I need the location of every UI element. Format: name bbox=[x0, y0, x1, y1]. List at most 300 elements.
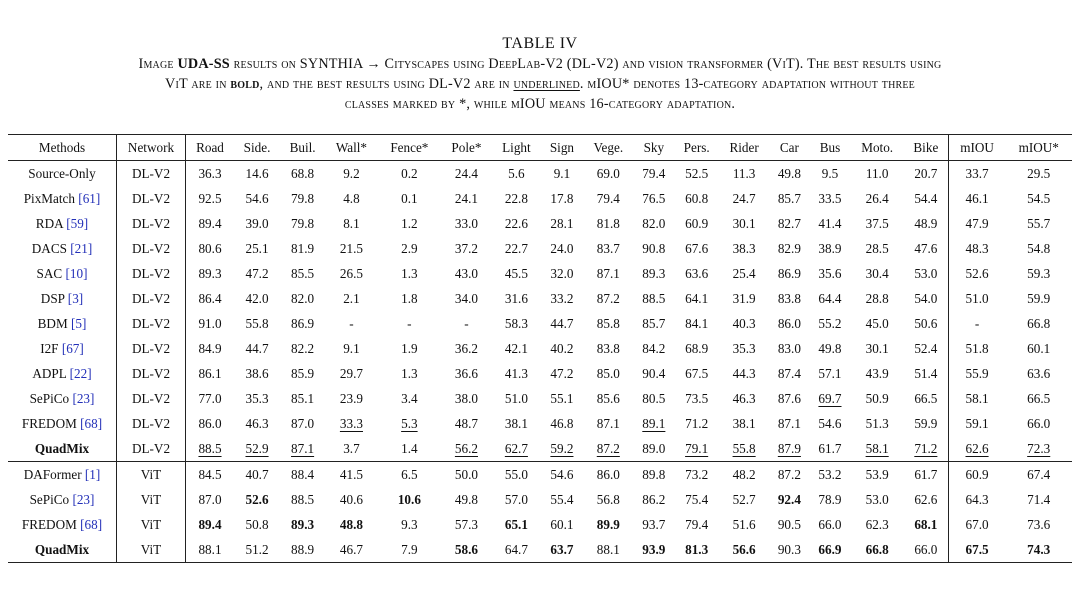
method-cell bbox=[8, 286, 117, 311]
value-text: 55.1 bbox=[550, 390, 574, 406]
value-cell bbox=[325, 211, 378, 236]
value-text: 84.9 bbox=[198, 340, 222, 356]
method-name: FREDOM bbox=[21, 516, 77, 532]
value-text: 87.4 bbox=[777, 365, 801, 381]
value-cell bbox=[850, 211, 904, 236]
value-cell bbox=[378, 462, 441, 488]
value-text: 51.6 bbox=[732, 516, 756, 532]
network-cell: DL-V2 bbox=[117, 186, 186, 211]
value-text: 66.9 bbox=[818, 541, 842, 557]
citation-link[interactable]: [22] bbox=[69, 365, 92, 381]
value-text: 28.8 bbox=[865, 290, 889, 306]
value-cell bbox=[441, 386, 492, 411]
value-text: 79.4 bbox=[642, 165, 666, 181]
caption-line-3: classes marked by *, while mIOU means 16-category adaptation. bbox=[344, 96, 736, 112]
value-text: 52.4 bbox=[914, 340, 938, 356]
value-cell bbox=[280, 211, 325, 236]
table-row bbox=[8, 361, 1072, 386]
method-cell bbox=[8, 236, 117, 261]
value-text: 11.0 bbox=[865, 165, 889, 181]
value-cell bbox=[492, 236, 541, 261]
method-name: ADPL bbox=[32, 365, 67, 381]
value-text: 46.3 bbox=[245, 415, 269, 431]
value-text: 56.2 bbox=[454, 440, 478, 456]
value-text: 38.1 bbox=[504, 415, 528, 431]
value-text: 45.5 bbox=[504, 265, 528, 281]
value-cell bbox=[904, 161, 948, 187]
method-cell bbox=[8, 386, 117, 411]
value-text: 52.7 bbox=[732, 491, 756, 507]
value-text: 79.8 bbox=[291, 190, 315, 206]
value-cell bbox=[186, 487, 234, 512]
value-text: 59.3 bbox=[1027, 265, 1051, 281]
value-cell bbox=[1005, 361, 1072, 386]
value-cell bbox=[234, 512, 280, 537]
network-cell: DL-V2 bbox=[117, 361, 186, 386]
value-text: 51.8 bbox=[965, 340, 989, 356]
value-cell bbox=[541, 186, 583, 211]
citation-link[interactable]: [21] bbox=[70, 240, 93, 256]
table-body bbox=[8, 161, 1072, 563]
value-text: 33.0 bbox=[454, 215, 478, 231]
value-cell bbox=[674, 311, 719, 336]
citation-link[interactable]: [61] bbox=[78, 190, 101, 206]
citation-link[interactable]: [1] bbox=[84, 466, 101, 482]
citation-link[interactable]: [23] bbox=[72, 491, 95, 507]
value-text: 85.0 bbox=[596, 365, 620, 381]
value-text: 87.2 bbox=[777, 466, 801, 482]
value-cell bbox=[634, 311, 675, 336]
table-row bbox=[8, 186, 1072, 211]
value-text: 33.5 bbox=[818, 190, 842, 206]
value-text: 56.6 bbox=[732, 541, 756, 557]
value-text: 90.8 bbox=[642, 240, 666, 256]
value-cell bbox=[634, 186, 675, 211]
value-cell bbox=[280, 311, 325, 336]
value-text: 41.4 bbox=[818, 215, 842, 231]
value-text: 86.2 bbox=[642, 491, 666, 507]
value-cell bbox=[583, 161, 633, 187]
value-cell bbox=[541, 436, 583, 462]
value-cell bbox=[674, 487, 719, 512]
method-cell bbox=[8, 487, 117, 512]
value-cell bbox=[904, 336, 948, 361]
value-cell bbox=[186, 462, 234, 488]
value-text: 47.2 bbox=[550, 365, 574, 381]
value-cell bbox=[583, 286, 633, 311]
value-cell bbox=[719, 211, 769, 236]
value-cell bbox=[810, 436, 851, 462]
value-cell bbox=[1005, 236, 1072, 261]
method-cell bbox=[8, 311, 117, 336]
value-text: 35.6 bbox=[818, 265, 842, 281]
value-cell bbox=[541, 512, 583, 537]
value-cell bbox=[1005, 286, 1072, 311]
method-name: QuadMix bbox=[34, 440, 90, 456]
value-text: 80.5 bbox=[642, 390, 666, 406]
value-text: 58.6 bbox=[454, 541, 478, 557]
value-text: 42.0 bbox=[245, 290, 269, 306]
value-text: 59.2 bbox=[550, 440, 574, 456]
column-header: Rider bbox=[719, 135, 769, 161]
value-cell bbox=[810, 236, 851, 261]
value-cell bbox=[234, 161, 280, 187]
value-cell bbox=[904, 361, 948, 386]
value-text: 71.2 bbox=[914, 440, 938, 456]
table-row bbox=[8, 161, 1072, 187]
method-cell bbox=[8, 211, 117, 236]
value-cell bbox=[810, 462, 851, 488]
value-text: 47.9 bbox=[965, 215, 989, 231]
value-cell bbox=[634, 386, 675, 411]
value-text: 87.2 bbox=[596, 290, 620, 306]
value-text: 49.8 bbox=[777, 165, 801, 181]
value-text: 35.3 bbox=[245, 390, 269, 406]
value-cell bbox=[769, 487, 810, 512]
value-text: 38.9 bbox=[818, 240, 842, 256]
value-cell bbox=[904, 462, 948, 488]
value-cell bbox=[810, 512, 851, 537]
value-text: 5.6 bbox=[508, 165, 525, 181]
value-text: 92.5 bbox=[198, 190, 222, 206]
value-cell bbox=[186, 537, 234, 563]
column-header: Pers. bbox=[674, 135, 719, 161]
value-text: 66.0 bbox=[818, 516, 842, 532]
value-text: 47.6 bbox=[914, 240, 938, 256]
table-row bbox=[8, 537, 1072, 563]
value-text: 38.1 bbox=[732, 415, 756, 431]
value-text: 90.4 bbox=[642, 365, 666, 381]
value-cell bbox=[583, 336, 633, 361]
network-cell: DL-V2 bbox=[117, 286, 186, 311]
value-cell bbox=[674, 211, 719, 236]
value-cell bbox=[378, 436, 441, 462]
value-cell bbox=[492, 411, 541, 436]
value-cell bbox=[280, 186, 325, 211]
value-text: 59.9 bbox=[1027, 290, 1051, 306]
value-text: 54.4 bbox=[914, 190, 938, 206]
value-text: 84.2 bbox=[642, 340, 666, 356]
value-text: 30.1 bbox=[732, 215, 756, 231]
value-cell bbox=[186, 236, 234, 261]
citation-link[interactable]: [67] bbox=[61, 340, 84, 356]
value-text: 54.5 bbox=[1027, 190, 1051, 206]
value-text: 89.1 bbox=[642, 415, 666, 431]
network-cell: DL-V2 bbox=[117, 436, 186, 462]
method-cell bbox=[8, 537, 117, 563]
value-cell bbox=[583, 512, 633, 537]
value-text: 81.3 bbox=[685, 541, 709, 557]
method-name: SePiCo bbox=[29, 390, 70, 406]
value-text: 31.9 bbox=[732, 290, 756, 306]
value-cell bbox=[378, 236, 441, 261]
value-cell bbox=[234, 236, 280, 261]
value-cell bbox=[441, 462, 492, 488]
value-text: 52.6 bbox=[245, 491, 269, 507]
value-text: 62.7 bbox=[504, 440, 528, 456]
value-cell bbox=[948, 211, 1005, 236]
network-cell: DL-V2 bbox=[117, 236, 186, 261]
table-row bbox=[8, 411, 1072, 436]
value-cell bbox=[904, 261, 948, 286]
value-text: 9.1 bbox=[343, 340, 360, 356]
value-text: 75.4 bbox=[685, 491, 709, 507]
value-cell bbox=[769, 386, 810, 411]
value-cell bbox=[769, 512, 810, 537]
value-cell bbox=[948, 462, 1005, 488]
value-text: 40.6 bbox=[339, 491, 363, 507]
citation-link[interactable]: [3] bbox=[67, 290, 84, 306]
value-text: 66.5 bbox=[1027, 390, 1051, 406]
value-cell bbox=[810, 311, 851, 336]
value-text: 59.1 bbox=[965, 415, 989, 431]
value-text: 92.4 bbox=[777, 491, 801, 507]
value-text: 84.1 bbox=[685, 315, 709, 331]
value-text: 4.8 bbox=[343, 190, 360, 206]
value-cell bbox=[1005, 512, 1072, 537]
value-text: 55.0 bbox=[504, 466, 528, 482]
value-cell bbox=[492, 186, 541, 211]
value-text: 39.0 bbox=[245, 215, 269, 231]
value-text: 49.8 bbox=[818, 340, 842, 356]
value-cell bbox=[541, 311, 583, 336]
network-cell: DL-V2 bbox=[117, 411, 186, 436]
value-cell bbox=[769, 336, 810, 361]
value-text: 0.1 bbox=[401, 190, 418, 206]
network-cell: DL-V2 bbox=[117, 261, 186, 286]
value-text: 62.6 bbox=[965, 440, 989, 456]
value-cell bbox=[674, 186, 719, 211]
value-text: 51.3 bbox=[865, 415, 889, 431]
value-text: 87.2 bbox=[596, 440, 620, 456]
citation-link[interactable]: [59] bbox=[66, 215, 89, 231]
value-text: 89.3 bbox=[291, 516, 315, 532]
value-text: 24.0 bbox=[550, 240, 574, 256]
value-text: 89.8 bbox=[642, 466, 666, 482]
value-cell bbox=[234, 386, 280, 411]
network-cell: ViT bbox=[117, 462, 186, 488]
value-cell bbox=[719, 311, 769, 336]
value-cell bbox=[904, 211, 948, 236]
value-cell bbox=[234, 487, 280, 512]
value-text: 77.0 bbox=[198, 390, 222, 406]
citation-link[interactable]: [68] bbox=[80, 516, 103, 532]
value-cell bbox=[850, 462, 904, 488]
value-text: 37.5 bbox=[865, 215, 889, 231]
value-cell bbox=[719, 286, 769, 311]
value-cell bbox=[186, 336, 234, 361]
value-cell bbox=[378, 386, 441, 411]
value-text: 82.0 bbox=[291, 290, 315, 306]
value-text: 85.1 bbox=[291, 390, 315, 406]
value-text: 79.4 bbox=[685, 516, 709, 532]
value-cell bbox=[541, 462, 583, 488]
value-cell bbox=[378, 411, 441, 436]
value-cell bbox=[634, 537, 675, 563]
value-text: 89.0 bbox=[642, 440, 666, 456]
value-text: 66.5 bbox=[914, 390, 938, 406]
column-header: Bus bbox=[810, 135, 851, 161]
value-text: 87.1 bbox=[596, 265, 620, 281]
value-text: 79.4 bbox=[596, 190, 620, 206]
value-text: 2.1 bbox=[343, 290, 360, 306]
value-cell bbox=[583, 211, 633, 236]
value-cell bbox=[948, 311, 1005, 336]
value-cell bbox=[280, 361, 325, 386]
value-text: 33.7 bbox=[965, 165, 989, 181]
value-text: 90.3 bbox=[777, 541, 801, 557]
value-cell bbox=[904, 186, 948, 211]
value-text: 35.3 bbox=[732, 340, 756, 356]
method-cell bbox=[8, 512, 117, 537]
value-cell bbox=[583, 436, 633, 462]
value-cell bbox=[904, 311, 948, 336]
value-text: 51.0 bbox=[965, 290, 989, 306]
value-text: 33.2 bbox=[550, 290, 574, 306]
value-cell bbox=[1005, 411, 1072, 436]
value-cell bbox=[810, 537, 851, 563]
value-cell bbox=[492, 537, 541, 563]
value-cell bbox=[1005, 211, 1072, 236]
value-text: 43.9 bbox=[865, 365, 889, 381]
value-cell bbox=[769, 462, 810, 488]
value-text: 74.3 bbox=[1027, 541, 1051, 557]
value-text: 10.6 bbox=[397, 491, 421, 507]
value-cell bbox=[850, 386, 904, 411]
value-text: 7.9 bbox=[401, 541, 418, 557]
value-cell bbox=[769, 186, 810, 211]
value-text: 60.8 bbox=[685, 190, 709, 206]
value-cell bbox=[492, 462, 541, 488]
method-cell bbox=[8, 462, 117, 488]
value-cell bbox=[674, 512, 719, 537]
value-cell bbox=[441, 261, 492, 286]
method-name: I2F bbox=[40, 340, 59, 356]
value-text: 46.3 bbox=[732, 390, 756, 406]
value-text: 85.7 bbox=[642, 315, 666, 331]
value-text: 5.3 bbox=[401, 415, 418, 431]
value-cell bbox=[810, 386, 851, 411]
method-cell bbox=[8, 336, 117, 361]
value-text: 61.7 bbox=[818, 440, 842, 456]
value-text: 58.1 bbox=[965, 390, 989, 406]
value-cell bbox=[769, 411, 810, 436]
value-cell bbox=[674, 261, 719, 286]
value-text: 44.7 bbox=[550, 315, 574, 331]
value-cell bbox=[1005, 336, 1072, 361]
value-cell bbox=[492, 512, 541, 537]
value-cell bbox=[325, 436, 378, 462]
value-cell bbox=[492, 261, 541, 286]
value-text: 83.8 bbox=[596, 340, 620, 356]
value-text: 51.4 bbox=[914, 365, 938, 381]
results-table bbox=[8, 134, 1072, 563]
network-cell: DL-V2 bbox=[117, 161, 186, 187]
column-header: Car bbox=[769, 135, 810, 161]
value-cell bbox=[769, 537, 810, 563]
method-name: SAC bbox=[36, 265, 63, 281]
value-cell bbox=[674, 161, 719, 187]
value-cell bbox=[634, 462, 675, 488]
value-text: 79.1 bbox=[685, 440, 709, 456]
value-text: 67.0 bbox=[965, 516, 989, 532]
value-text: 38.3 bbox=[732, 240, 756, 256]
column-header: Sign bbox=[541, 135, 583, 161]
value-cell bbox=[541, 537, 583, 563]
column-header: Bike bbox=[904, 135, 948, 161]
citation-link[interactable]: [68] bbox=[80, 415, 103, 431]
column-header: Methods bbox=[8, 135, 117, 161]
value-text: 53.0 bbox=[914, 265, 938, 281]
value-cell bbox=[583, 236, 633, 261]
method-cell bbox=[8, 186, 117, 211]
value-cell bbox=[674, 411, 719, 436]
value-cell bbox=[850, 236, 904, 261]
value-cell bbox=[719, 386, 769, 411]
citation-link[interactable]: [23] bbox=[72, 390, 95, 406]
value-text: 2.9 bbox=[401, 240, 418, 256]
value-cell bbox=[769, 286, 810, 311]
value-text: 89.9 bbox=[596, 516, 620, 532]
value-text: 89.4 bbox=[198, 215, 222, 231]
value-text: 60.1 bbox=[1027, 340, 1051, 356]
value-cell bbox=[634, 361, 675, 386]
value-text: 67.4 bbox=[1027, 466, 1051, 482]
value-text: 85.9 bbox=[291, 365, 315, 381]
method-name: RDA bbox=[35, 215, 63, 231]
value-cell bbox=[810, 161, 851, 187]
value-text: 85.6 bbox=[596, 390, 620, 406]
value-text: 81.8 bbox=[596, 215, 620, 231]
table-title: TABLE IV bbox=[502, 35, 578, 52]
value-text: 24.4 bbox=[454, 165, 478, 181]
value-cell bbox=[1005, 386, 1072, 411]
value-text: 46.7 bbox=[339, 541, 363, 557]
value-cell bbox=[719, 336, 769, 361]
value-cell bbox=[234, 311, 280, 336]
method-name: Source-Only bbox=[28, 165, 96, 181]
value-text: 22.8 bbox=[504, 190, 528, 206]
value-cell bbox=[769, 261, 810, 286]
value-cell bbox=[1005, 462, 1072, 488]
method-name: QuadMix bbox=[34, 541, 90, 557]
column-header: Road bbox=[186, 135, 234, 161]
value-cell bbox=[634, 411, 675, 436]
value-text: 55.9 bbox=[965, 365, 989, 381]
value-cell bbox=[280, 261, 325, 286]
value-cell bbox=[583, 537, 633, 563]
value-cell bbox=[850, 336, 904, 361]
value-text: 54.6 bbox=[818, 415, 842, 431]
citation-link[interactable]: [10] bbox=[65, 265, 88, 281]
value-text: 9.2 bbox=[343, 165, 360, 181]
value-cell bbox=[280, 512, 325, 537]
value-cell bbox=[378, 311, 441, 336]
value-cell bbox=[325, 487, 378, 512]
value-cell bbox=[948, 336, 1005, 361]
network-cell: ViT bbox=[117, 537, 186, 563]
value-cell bbox=[810, 261, 851, 286]
value-text: 28.1 bbox=[550, 215, 574, 231]
value-cell bbox=[186, 211, 234, 236]
value-cell bbox=[810, 186, 851, 211]
value-text: 54.8 bbox=[1027, 240, 1051, 256]
value-cell bbox=[1005, 487, 1072, 512]
value-cell bbox=[234, 261, 280, 286]
value-cell bbox=[378, 361, 441, 386]
citation-link[interactable]: [5] bbox=[70, 315, 87, 331]
value-cell bbox=[634, 336, 675, 361]
